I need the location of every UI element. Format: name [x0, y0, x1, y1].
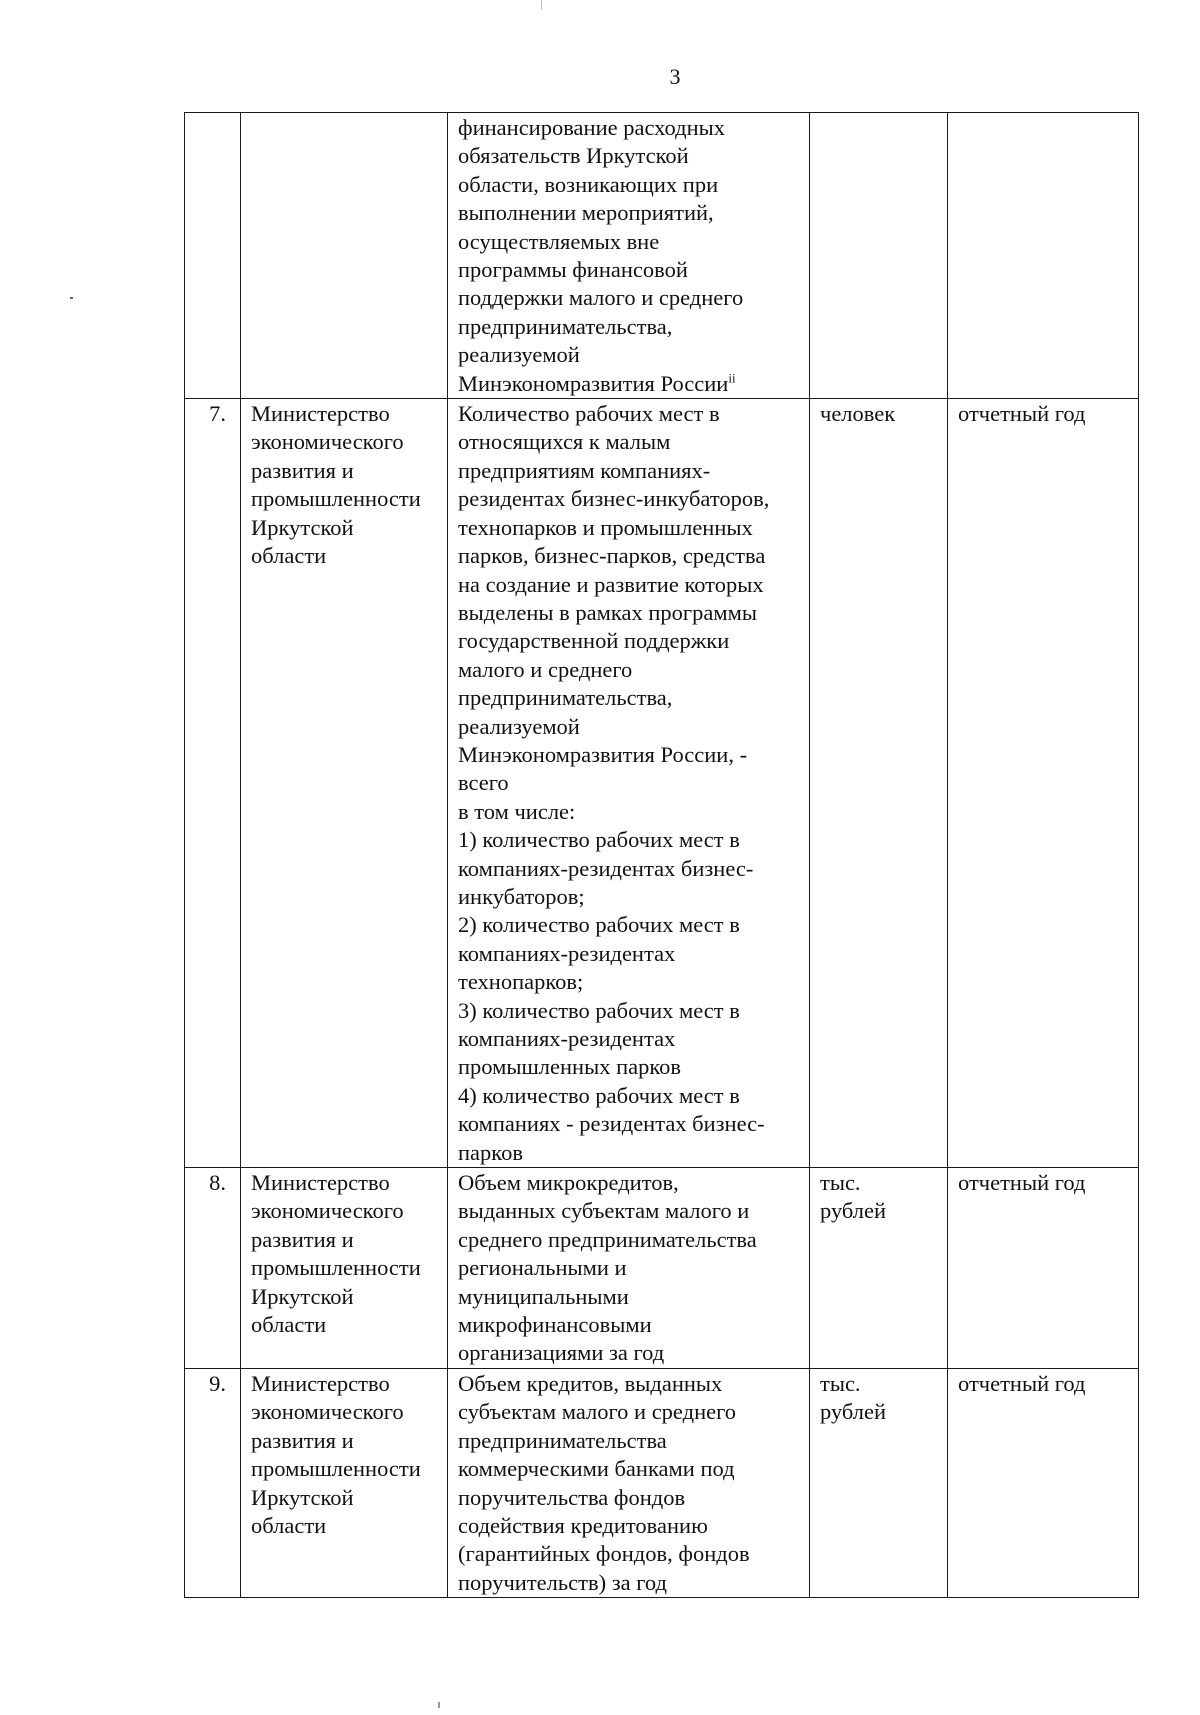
organization-cell: Министерство экономического развития и промышленности Иркутской области — [241, 399, 448, 1168]
table-row — [185, 399, 1139, 1168]
stray-mark-top — [541, 0, 542, 10]
period-cell — [948, 113, 1139, 399]
indicator-cell — [448, 113, 810, 399]
unit-cell: тыс. рублей — [810, 1168, 948, 1369]
organization-cell — [241, 113, 448, 399]
indicators-table — [184, 112, 1139, 1598]
stray-mark-left — [70, 297, 73, 299]
row-number — [185, 113, 241, 399]
unit-cell: тыс. рублей — [810, 1368, 948, 1597]
stray-mark-bottom — [438, 1702, 440, 1708]
indicator-cell: Объем кредитов, выданных субъектам малого и среднего предпринимательства коммерческими банками под поручительства фондов содействия кредитованию (гарантийных фондов, фондов поручительств) за год — [448, 1368, 810, 1597]
page-number: 3 — [669, 64, 681, 89]
period-cell: отчетный год — [948, 1168, 1139, 1369]
indicator-cell: Объем микрокредитов, выданных субъектам малого и среднего предпринимательства региональными и муниципальными микрофинансовыми организациями за год — [448, 1168, 810, 1369]
row-number: 8. — [185, 1168, 241, 1369]
table-row — [185, 113, 1139, 399]
table-row — [185, 1368, 1139, 1597]
organization-cell: Министерство экономического развития и промышленности Иркутской области — [241, 1168, 448, 1369]
row-number: 9. — [185, 1368, 241, 1597]
unit-cell: человек — [810, 399, 948, 1168]
unit-cell — [810, 113, 948, 399]
period-cell: отчетный год — [948, 1368, 1139, 1597]
period-cell: отчетный год — [948, 399, 1139, 1168]
row-number: 7. — [185, 399, 241, 1168]
footnote-marker: ii — [728, 370, 736, 386]
organization-cell: Министерство экономического развития и промышленности Иркутской области — [241, 1368, 448, 1597]
indicator-text: финансирование расходных обязательств Иркутской области, возникающих при выполнении мероприятий, осуществляемых вне программы финансовой поддержки малого и среднего предпринимательства, реализуемой Минэкономразвития России — [458, 115, 744, 396]
table-row — [185, 1168, 1139, 1369]
indicator-cell: Количество рабочих мест в относящихся к малым предприятиям компаниях- резидентах бизнес-инкубаторов, технопарков и промышленных парков, бизнес-парков, средства на создание и развитие которых выделены в рамках программы государственной поддержки малого и среднего предпринимательства, реализуемой Минэкономразвития России, - всего в том числе: 1) количество рабочих мест в компаниях-резидентах бизнес- инкубаторов; 2) количество рабочих мест в компаниях-резидентах технопарков; 3) количество рабочих мест в компаниях-резидентах промышленных парков 4) количество рабочих мест в компаниях - резидентах бизнес- парков — [448, 399, 810, 1168]
